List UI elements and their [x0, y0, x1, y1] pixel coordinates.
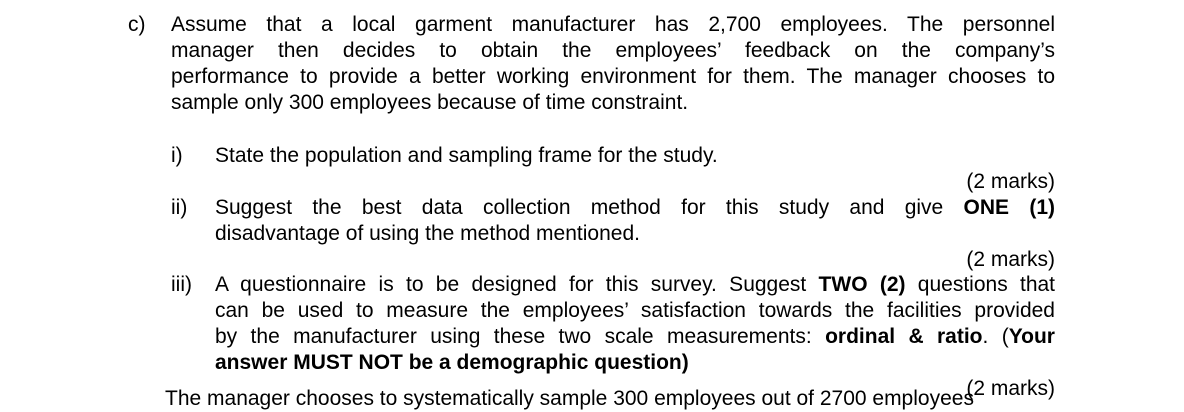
stem-line-4: sample only 300 employees because of time constraint.: [171, 91, 689, 114]
part-ii-line-1-text: Suggest the best data collection method for this study and give: [215, 196, 964, 219]
question-label: c): [128, 13, 146, 36]
part-iii-line-1: [215, 272, 1055, 298]
stem-line-1: Assume that a local garment manufacturer has 2,700 employees. The personnel: [171, 13, 1055, 36]
part-iii-line-3-a: by the manufacturer using these two scale measurements:: [215, 325, 826, 348]
part-iii-your: Your: [1008, 325, 1055, 348]
part-ii-text: [215, 195, 1055, 247]
part-iii-line-3-c: . (: [982, 325, 1009, 348]
part-ii-count: ONE (1): [963, 196, 1055, 219]
part-ii-line-1: [215, 195, 1055, 221]
stem-line-3: performance to provide a better working environment for them. The manager chooses to: [171, 65, 1055, 88]
part-i-line-1: State the population and sampling frame for the study.: [215, 144, 718, 167]
question-stem: [171, 12, 1055, 116]
part-iii-line-4: answer MUST NOT be a demographic question): [215, 351, 689, 374]
stem-line-2: manager then decides to obtain the employees’ feedback on the company’s: [171, 39, 1055, 62]
part-iii-text: [215, 272, 1055, 376]
part-iii-line-1-a: A questionnaire is to be designed for this survey. Suggest: [215, 273, 819, 296]
part-iii-line-1-c: questions that: [905, 273, 1056, 296]
part-i-text: [215, 143, 1055, 169]
part-iii-line-2: can be used to measure the employees’ satisfaction towards the facilities provided: [215, 299, 1055, 322]
part-i-number: i): [171, 144, 183, 167]
part-iii-number: iii): [171, 273, 192, 296]
part-iii-scales: ordinal & ratio: [825, 325, 983, 348]
part-iii-line-3: [215, 324, 1055, 350]
part-iii-marks: (2 marks): [966, 377, 1055, 400]
part-iii-count: TWO (2): [818, 273, 906, 296]
part-ii-marks: (2 marks): [966, 248, 1055, 271]
part-ii-number: ii): [171, 196, 188, 219]
cropped-next-line-text: The manager chooses to systematically sample 300 employees out of 2700 employees: [165, 387, 974, 410]
part-ii-line-2: disadvantage of using the method mentioned.: [215, 222, 640, 245]
part-i-marks: (2 marks): [966, 170, 1055, 193]
